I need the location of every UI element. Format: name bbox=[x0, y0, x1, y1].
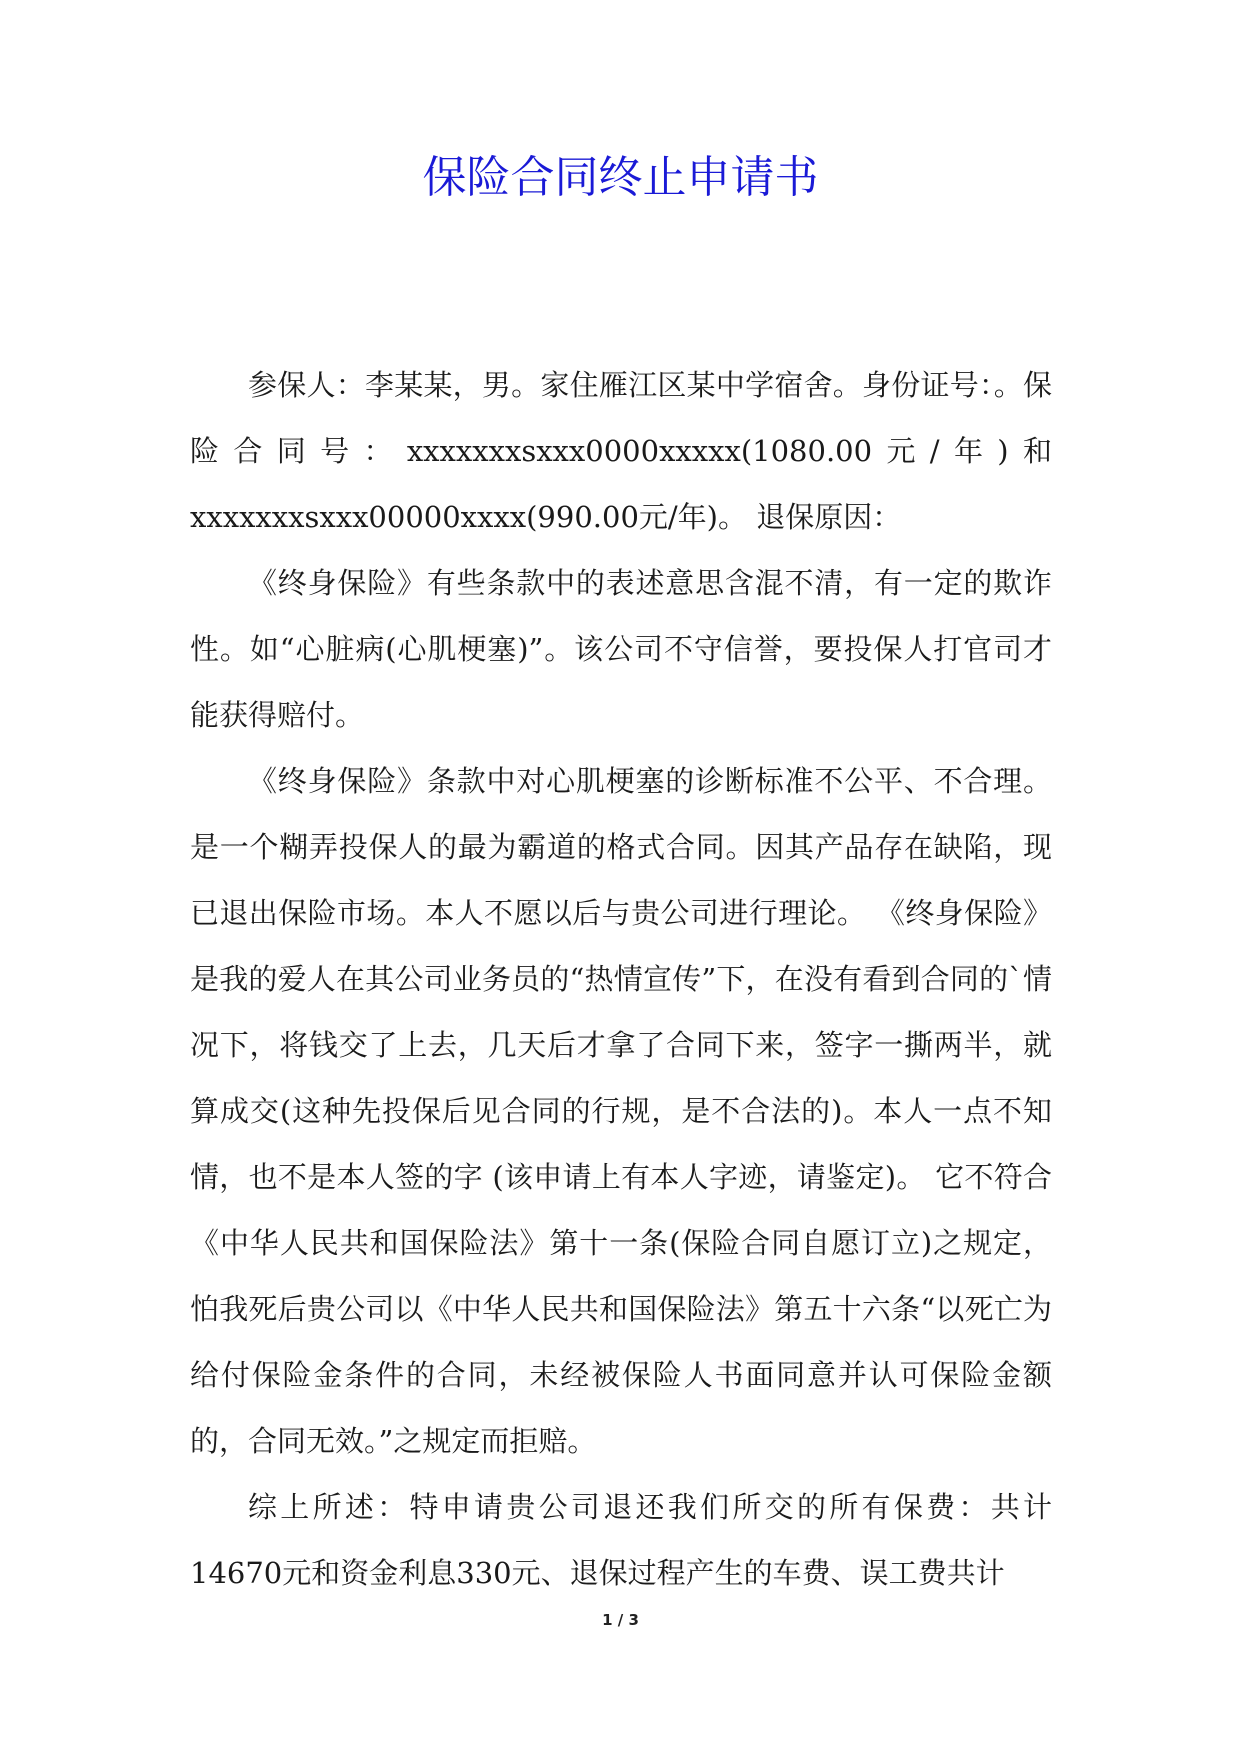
document-title: 保险合同终止申请书 bbox=[422, 152, 819, 203]
paragraph-conclusion: 综上所述：特申请贵公司退还我们所交的所有保费：共计14670元和资金利息330元、退保过程产生的车费、误工费共计 bbox=[190, 1490, 1052, 1590]
paragraph-applicant-info: 参保人：李某某，男。家住雁江区某中学宿舍。身份证号：。保险合同号：xxxxxxxsxxx0000xxxxx(1080.00元/年)和xxxxxxxsxxx00000xxxx(990.00元/年)。 退保原因： bbox=[190, 368, 1052, 534]
document-body bbox=[190, 352, 1052, 1606]
paragraph-reason-ambiguity: 《终身保险》有些条款中的表述意思含混不清，有一定的欺诈性。如“心脏病(心肌梗塞)”。该公司不守信誉，要投保人打官司才能获得赔付。 bbox=[190, 566, 1052, 732]
paragraph-reason-unfair-terms: 《终身保险》条款中对心肌梗塞的诊断标准不公平、不合理。是一个糊弄投保人的最为霸道的格式合同。因其产品存在缺陷，现已退出保险市场。本人不愿以后与贵公司进行理论。 《终身保险》是我的爱人在其公司业务员的“热情宣传”下，在没有看到合同的`情况下，将钱交了上去，几天后才拿了合同下来，签字一撕两半，就算成交(这种先投保后见合同的行规，是不合法的)。本人一点不知情，也不是本人签的字 (该申请上有本人字迹，请鉴定)。 它不符合《中华人民共和国保险法》第十一条(保险合同自愿订立)之规定，怕我死后贵公司以《中华人民共和国保险法》第五十六条“以死亡为给付保险金条件的合同，未经被保险人书面同意并认可保险金额的，合同无效。”之规定而拒赔。 bbox=[190, 764, 1052, 1458]
page-number: 1 / 3 bbox=[602, 1611, 639, 1629]
